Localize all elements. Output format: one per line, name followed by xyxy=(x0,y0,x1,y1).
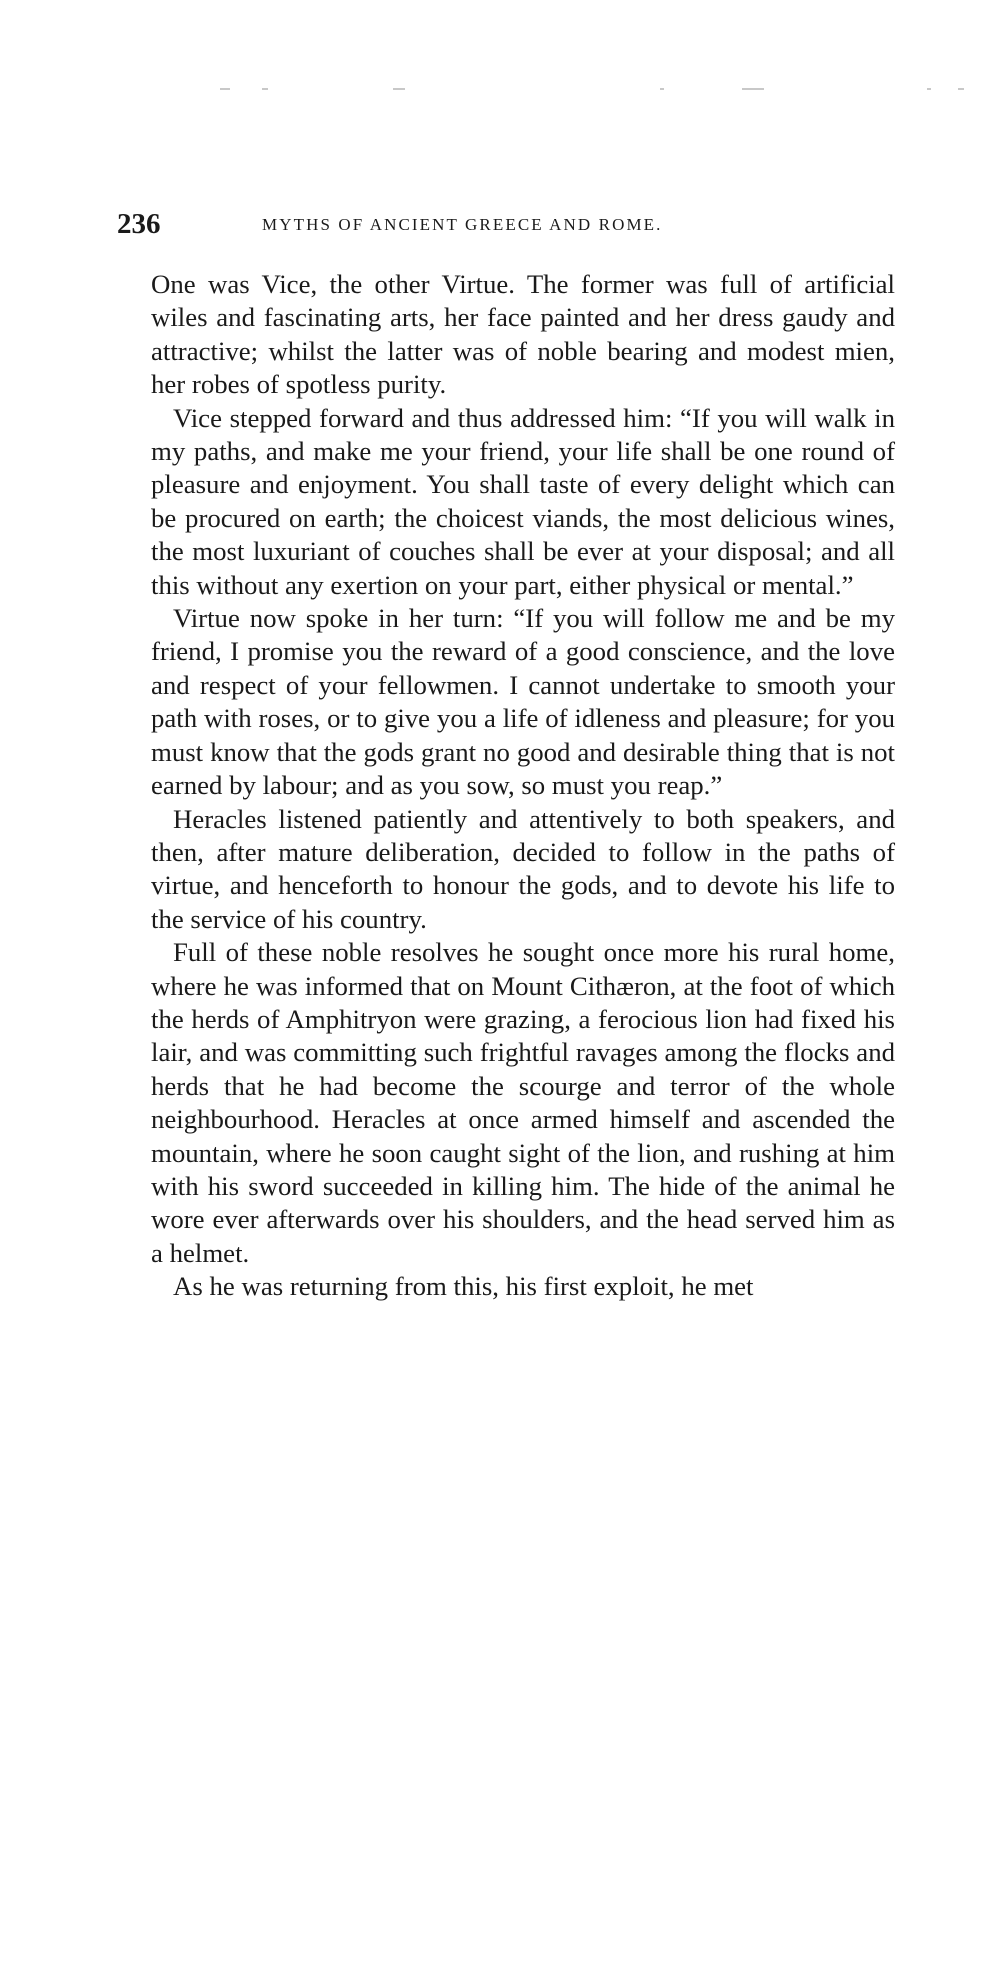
paragraph: Virtue now spoke in her turn: “If you will follow me and be my friend, I promise you the reward of a good conscience, and the love and respect of your fellowmen. I cannot undertake to smooth your path with roses, or to give you a life of idleness and pleasure; for you must know that the gods grant no good and desirable thing that is not earned by labour; and as you sow, so must you reap.” xyxy=(151,603,895,801)
paragraph: Full of these noble resolves he sought once more his rural home, where he was informed that on Mount Cithæron, at the foot of which the herds of Amphitryon were grazing, a ferocious lion had fixed his lair, and was committing such frightful ravages among the flocks and herds that he had become the scourge and terror of the whole neighbourhood. Heracles at once armed himself and ascended the mountain, where he soon caught sight of the lion, and rushing at him with his sword succeeded in killing him. The hide of the animal he wore ever afterwards over his shoulders, and the head served him as a helmet. xyxy=(151,937,895,1268)
paragraph: Heracles listened patiently and attentively to both speakers, and then, after mature deliberation, decided to follow in the paths of virtue, and henceforth to honour the gods, and to devote his life to the service of his country. xyxy=(151,803,895,934)
scan-speck xyxy=(262,88,268,90)
page-number: 236 xyxy=(117,208,161,240)
scan-speck xyxy=(927,88,931,90)
scan-speck xyxy=(742,88,764,90)
scan-speck xyxy=(958,88,964,90)
paragraph: Vice stepped forward and thus addressed him: “If you will walk in my paths, and make me your friend, your life shall be one round of pleasure and enjoyment. You shall taste of every delight which can be procured on earth; the choicest viands, the most delicious wines, the most luxuriant of couches shall be ever at your disposal; and all this without any exertion on your part, either physical or mental.” xyxy=(151,402,895,600)
body-text xyxy=(151,268,895,1304)
page-header xyxy=(117,208,897,248)
scan-speck xyxy=(660,88,664,90)
scan-speck xyxy=(393,88,405,90)
scan-artifacts xyxy=(0,88,1000,94)
running-title: MYTHS OF ANCIENT GREECE AND ROME. xyxy=(262,215,663,234)
paragraph: One was Vice, the other Virtue. The former was full of artificial wiles and fascinating arts, her face painted and her dress gaudy and attractive; whilst the latter was of noble bearing and modest mien, her robes of spotless purity. xyxy=(151,269,895,400)
paragraph: As he was returning from this, his first exploit, he met xyxy=(173,1271,754,1302)
scan-speck xyxy=(220,88,230,90)
